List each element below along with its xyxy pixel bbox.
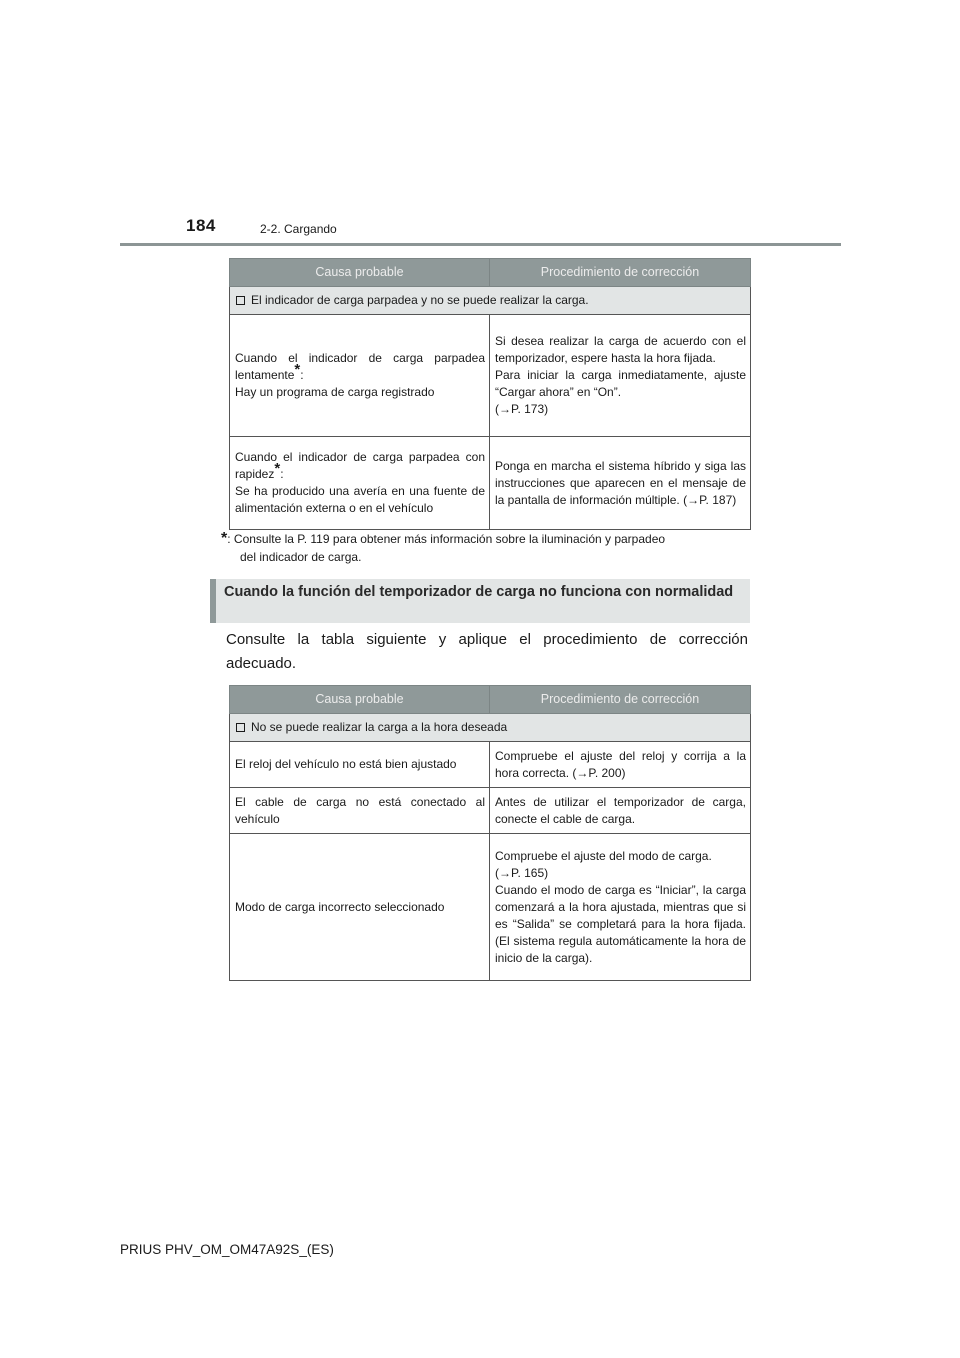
intro-paragraph: Consulte la tabla siguiente y aplique el procedimiento de corrección adecuado. — [226, 631, 748, 672]
cause-text: El reloj del vehículo no está bien ajustado — [235, 757, 457, 771]
cause-text: Modo de carga incorrecto seleccionado — [235, 899, 445, 914]
column-header-fix: Procedimiento de corrección — [490, 259, 751, 287]
checkbox-square-icon — [236, 296, 245, 305]
fix-text: Si desea realizar la carga de acuerdo con el temporizador, espere hasta la hora fijada. — [495, 334, 746, 365]
header-divider — [120, 243, 841, 246]
timer-problem-table — [229, 685, 751, 981]
column-header-cause: Causa probable — [230, 259, 490, 287]
column-header-fix: Procedimiento de corrección — [490, 686, 751, 714]
footnote — [221, 530, 746, 566]
table-header-row — [230, 259, 751, 287]
table-row — [230, 742, 751, 788]
table-subheader-row — [230, 714, 751, 742]
section-heading: Cuando la función del temporizador de carga no funciona con normalidad — [210, 579, 750, 623]
fix-text: Cuando el modo de carga es “Iniciar”, la carga comenzará a la hora ajustada, mientras que si es “Salida” se completará para la hora fijada. (El sistema regula automáticamente la hora de inicio de la carga). — [495, 882, 746, 965]
fix-text: Para iniciar la carga inmediatamente, ajuste “Cargar ahora” en “On”. — [495, 368, 746, 399]
fix-cell — [490, 788, 751, 834]
cause-text: Cuando el indicador de carga parpadea con rapidez — [235, 450, 485, 481]
subheader-text: No se puede realizar la carga a la hora deseada — [251, 720, 508, 734]
cause-cell — [230, 834, 490, 981]
cause-colon: : — [300, 368, 304, 382]
cause-cell — [230, 788, 490, 834]
cause-text: El cable de carga no está conectado al vehículo — [235, 794, 485, 826]
section-label: 2-2. Cargando — [260, 222, 337, 236]
cause-cell — [230, 315, 490, 437]
table-row — [230, 834, 751, 981]
table-subheader — [230, 714, 751, 742]
charging-indicator-table — [229, 258, 751, 530]
page-reference: (→P. 173) — [495, 402, 549, 416]
cause-colon: : — [280, 467, 284, 481]
table-row — [230, 788, 751, 834]
cause-text: Cuando el indicador de carga parpadea lentamente — [235, 351, 485, 382]
fix-text: Ponga en marcha el sistema híbrido y siga las instrucciones que aparecen en el mensaje de la pantalla de información múltiple. (→P. 187) — [495, 458, 746, 507]
fix-cell — [490, 834, 751, 981]
table-row — [230, 437, 751, 530]
cause-cell — [230, 742, 490, 788]
subheader-text: El indicador de carga parpadea y no se puede realizar la carga. — [251, 293, 589, 307]
cause-detail: Se ha producido una avería en una fuente de alimentación externa o en el vehículo — [235, 484, 485, 515]
page-reference: (→P. 165) — [495, 865, 549, 880]
footnote-text-cont: del indicador de carga. — [240, 550, 362, 564]
cause-detail: Hay un programa de carga registrado — [235, 385, 435, 399]
fix-text: Compruebe el ajuste del modo de carga. — [495, 848, 712, 863]
table-subheader — [230, 287, 751, 315]
footnote-star: * — [221, 530, 228, 547]
footnote-star: * — [294, 361, 301, 378]
footnote-star: * — [274, 460, 281, 477]
table-header-row — [230, 686, 751, 714]
table-subheader-row — [230, 287, 751, 315]
fix-cell — [490, 315, 751, 437]
document-footer: PRIUS PHV_OM_OM47A92S_(ES) — [120, 1242, 334, 1257]
checkbox-square-icon — [236, 723, 245, 732]
cause-cell — [230, 437, 490, 530]
fix-cell — [490, 437, 751, 530]
page-number: 184 — [186, 216, 216, 235]
column-header-cause: Causa probable — [230, 686, 490, 714]
table-row — [230, 315, 751, 437]
fix-text: Compruebe el ajuste del reloj y corrija a la hora correcta. (→P. 200) — [495, 748, 746, 780]
footnote-text: : Consulte la P. 119 para obtener más información sobre la iluminación y parpadeo — [227, 532, 666, 546]
fix-text: Antes de utilizar el temporizador de carga, conecte el cable de carga. — [495, 794, 746, 826]
fix-cell — [490, 742, 751, 788]
